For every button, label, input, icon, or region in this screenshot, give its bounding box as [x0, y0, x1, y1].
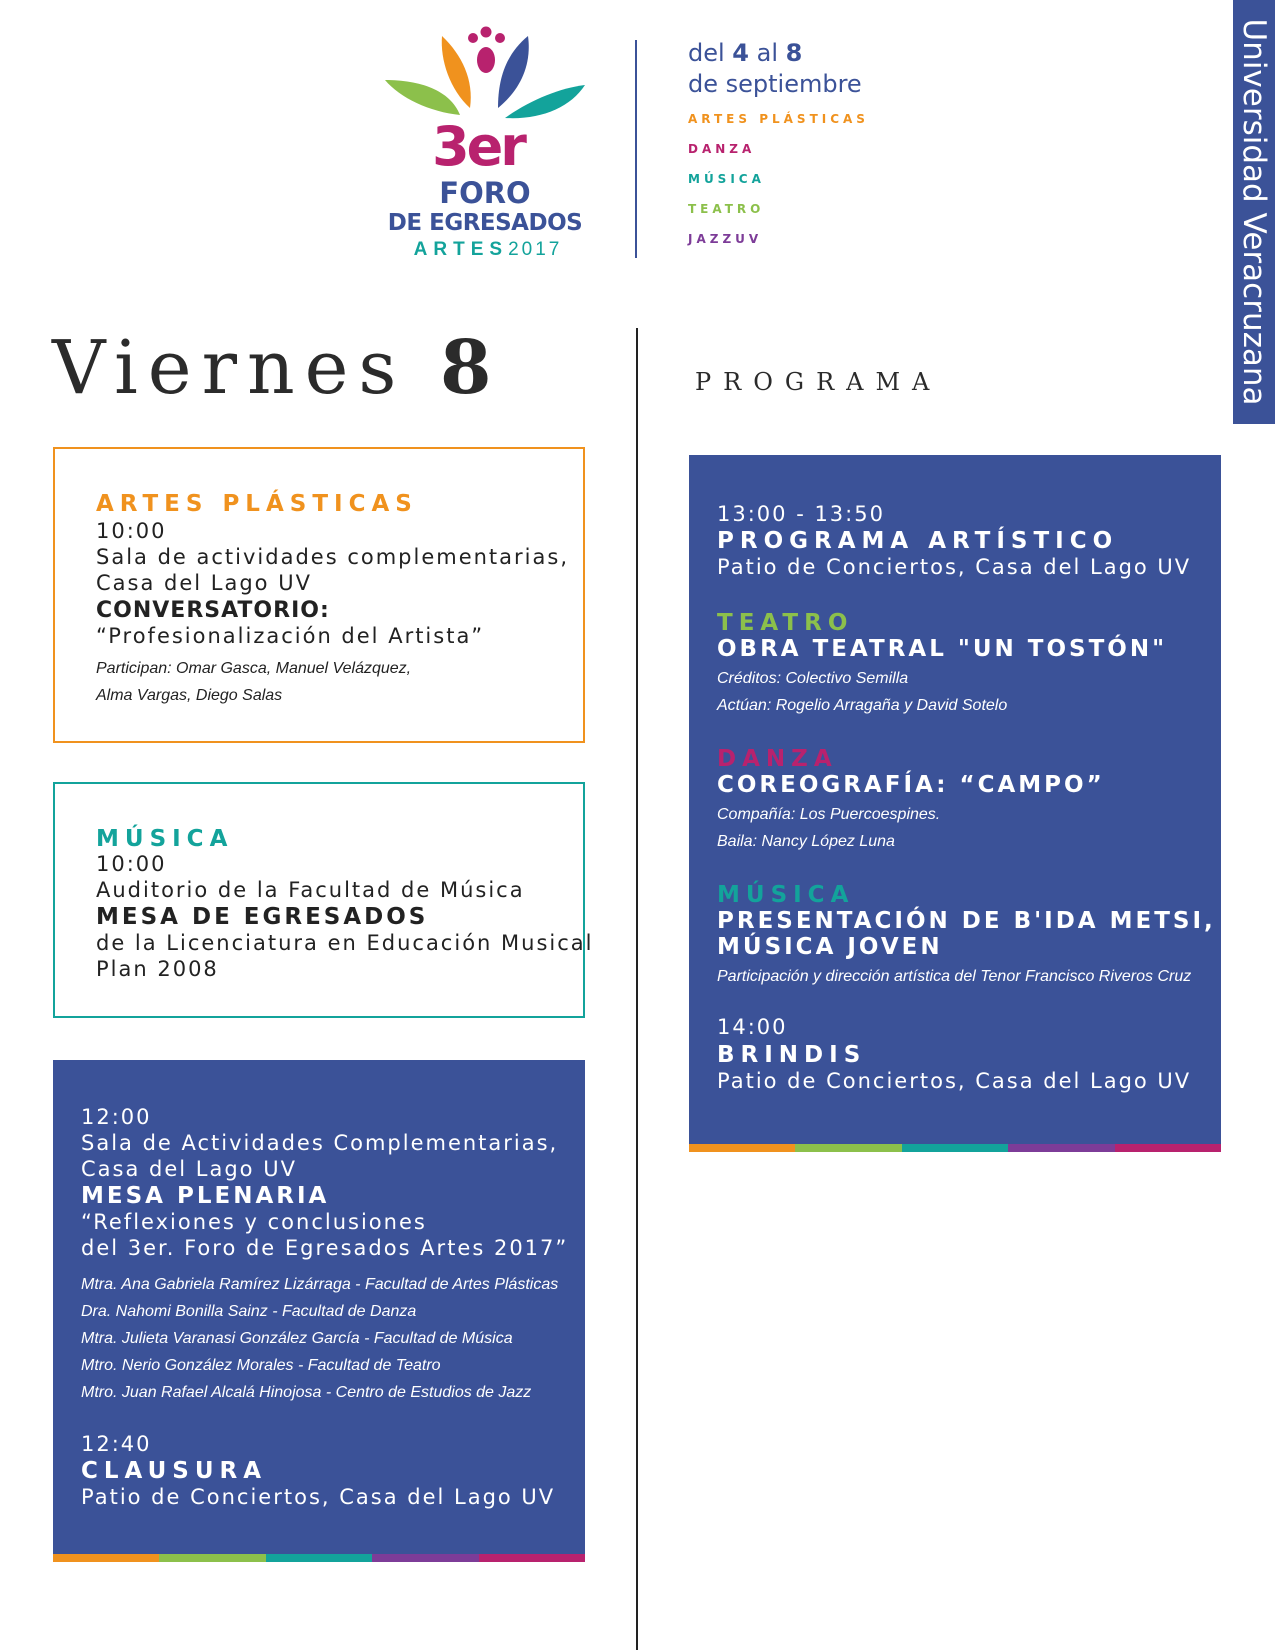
- plenaria-person: Mtra. Ana Gabriela Ramírez Lizárraga - Facultad de Artes Plásticas: [81, 1276, 559, 1293]
- clausura-event: CLAUSURA: [81, 1458, 268, 1484]
- mesa-plenaria-card: [53, 1060, 585, 1562]
- plenaria-person: Dra. Nahomi Bonilla Sainz - Facultad de Danza: [81, 1303, 417, 1320]
- danza-dancer: Baila: Nancy López Luna: [717, 833, 895, 850]
- discipline-artes: ARTES PLÁSTICAS: [688, 112, 869, 126]
- plenaria-title-2: del 3er. Foro de Egresados Artes 2017”: [81, 1236, 569, 1260]
- date-end: 8: [785, 39, 803, 67]
- day-title: [52, 325, 491, 411]
- artes-plasticas-card: [53, 447, 585, 743]
- artistico-event: PROGRAMA ARTÍSTICO: [717, 528, 1119, 554]
- brindis-place: Patio de Conciertos, Casa del Lago UV: [717, 1069, 1192, 1093]
- column-divider: [636, 328, 638, 1650]
- artes-place-2: Casa del Lago UV: [96, 571, 312, 595]
- programa-artistico-card: [689, 455, 1221, 1152]
- header-divider: [635, 40, 637, 258]
- danza-company: Compañía: Los Puercoespines.: [717, 806, 941, 823]
- brindis-time: 14:00: [717, 1015, 788, 1039]
- artistico-place: Patio de Conciertos, Casa del Lago UV: [717, 555, 1192, 579]
- artes-time: 10:00: [96, 519, 167, 543]
- logo-foro: FORO: [439, 176, 531, 210]
- musica-desc-2: Plan 2008: [96, 957, 219, 981]
- musica-heading: MÚSICA: [96, 826, 234, 852]
- plenaria-title-1: “Reflexiones y conclusiones: [81, 1210, 427, 1234]
- danza-event: COREOGRAFÍA: “CAMPO”: [717, 772, 1105, 798]
- teatro-credits: Créditos: Colectivo Semilla: [717, 670, 909, 687]
- day-number: 8: [439, 325, 492, 411]
- artistico-time: 13:00 - 13:50: [717, 502, 885, 526]
- musica-desc-1: de la Licenciatura en Educación Musical: [96, 931, 594, 955]
- musica-place: Auditorio de la Facultad de Música: [96, 878, 525, 902]
- programa-heading: PROGRAMA: [695, 368, 942, 396]
- musica-participation: Participación y dirección artística del Tenor Francisco Riveros Cruz: [717, 968, 1192, 985]
- logo-artes: ARTES: [413, 239, 509, 260]
- discipline-teatro: TEATRO: [688, 202, 765, 216]
- plenaria-person: Mtro. Juan Rafael Alcalá Hinojosa - Centro de Estudios de Jazz: [81, 1384, 532, 1401]
- color-stripe: [689, 1144, 1221, 1152]
- day-name: Viernes: [52, 325, 407, 411]
- plenaria-person: Mtro. Nerio González Morales - Facultad de Teatro: [81, 1357, 441, 1374]
- plenaria-person: Mtra. Julieta Varanasi González García - Facultad de Música: [81, 1330, 513, 1347]
- teatro-event: OBRA TEATRAL "UN TOSTÓN": [717, 636, 1168, 662]
- discipline-jazzuv: JAZZUV: [688, 232, 763, 246]
- event-dates: [688, 38, 862, 100]
- date-al: al: [749, 39, 786, 67]
- musica-event-1: PRESENTACIÓN DE B'IDA METSI,: [717, 908, 1216, 934]
- discipline-danza: DANZA: [688, 142, 756, 156]
- artes-heading: ARTES PLÁSTICAS: [96, 491, 418, 517]
- artes-title: “Profesionalización del Artista”: [96, 624, 485, 648]
- plenaria-event: MESA PLENARIA: [81, 1183, 330, 1209]
- brindis-event: BRINDIS: [717, 1042, 867, 1068]
- logo-egresados: DE EGRESADOS: [387, 210, 583, 236]
- danza-label: DANZA: [717, 746, 838, 772]
- plenaria-place-1: Sala de Actividades Complementarias,: [81, 1131, 559, 1155]
- musica-card: [53, 782, 594, 1018]
- color-stripe: [53, 1554, 585, 1562]
- date-del: del: [688, 39, 733, 67]
- teatro-actors: Actúan: Rogelio Arragaña y David Sotelo: [717, 697, 1008, 714]
- university-side-tab: [1233, 0, 1275, 424]
- musica-event: MESA DE EGRESADOS: [96, 904, 429, 930]
- artes-participants-1: Participan: Omar Gasca, Manuel Velázquez,: [96, 660, 412, 677]
- musica-time: 10:00: [96, 852, 167, 876]
- plenaria-time: 12:00: [81, 1105, 152, 1129]
- discipline-musica: MÚSICA: [688, 172, 765, 186]
- artes-participants-2: Alma Vargas, Diego Salas: [96, 687, 283, 704]
- clausura-time: 12:40: [81, 1432, 152, 1456]
- logo-artes-year: [368, 239, 608, 261]
- plenaria-place-2: Casa del Lago UV: [81, 1157, 297, 1181]
- musica-label: MÚSICA: [717, 882, 855, 908]
- university-name: Universidad Veracruzana: [1236, 18, 1272, 406]
- teatro-label: TEATRO: [717, 610, 854, 636]
- date-start: 4: [732, 39, 749, 67]
- musica-event-2: MÚSICA JOVEN: [717, 934, 943, 960]
- artes-event: CONVERSATORIO:: [96, 598, 330, 623]
- artes-place-1: Sala de actividades complementarias,: [96, 545, 569, 569]
- logo-3er: 3er: [432, 115, 524, 178]
- date-month: de septiembre: [688, 70, 862, 98]
- logo-year: 2017: [508, 239, 563, 260]
- clausura-place: Patio de Conciertos, Casa del Lago UV: [81, 1485, 556, 1509]
